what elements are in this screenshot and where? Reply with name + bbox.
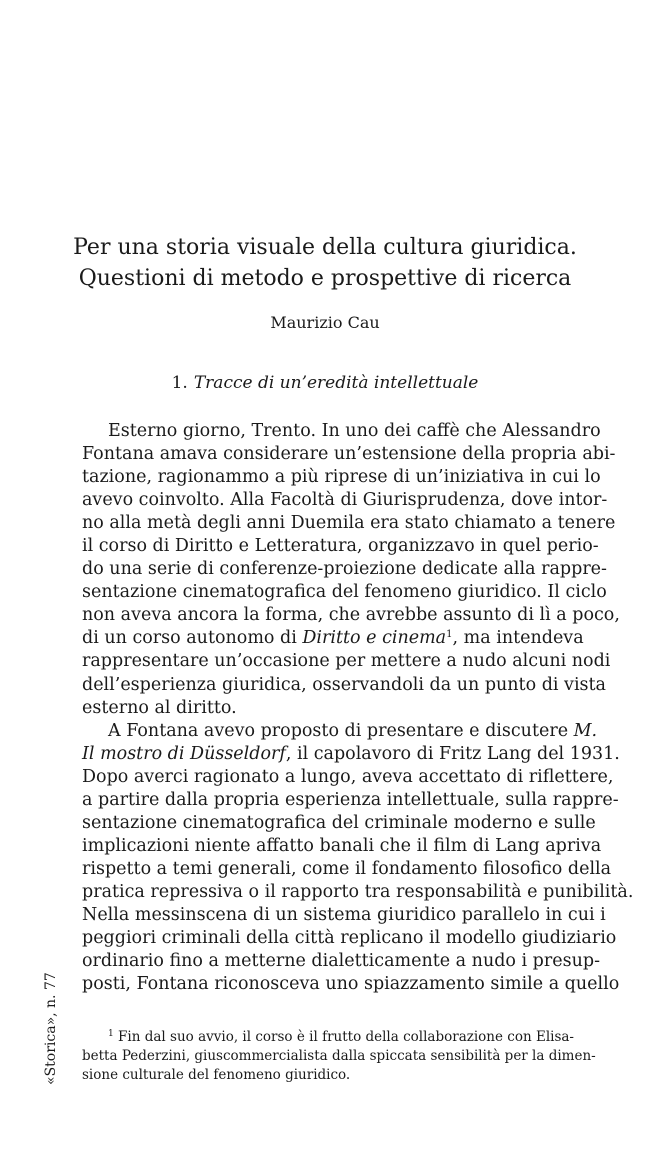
italic-title: M. [573,720,598,741]
text-line: Esterno giorno, Trento. In uno dei caffè che Alessandro [108,421,601,441]
section-number: 1. [171,373,188,393]
footnote-reference[interactable]: 1 [446,629,453,641]
text-line: Dopo averci ragionato a lungo, aveva accettato di riflettere, [82,766,614,787]
text-segment: A Fontana avevo proposto di presentare e discutere [108,720,574,741]
text-segment: di un corso autonomo di [82,628,303,649]
text-line: ordinario fino a metterne dialetticamente a nudo i presup- [82,951,600,972]
footnote-number: 1 [108,1029,114,1039]
text-line: Nella messinscena di un sistema giuridico parallelo in cui i [82,904,606,925]
italic-title: Il mostro di Düsseldorf [82,743,286,764]
text-line: do una serie di conferenze-proiezione dedicate alla rappre- [82,559,607,580]
text-line: implicazioni niente affatto banali che il film di Lang apriva [82,835,602,856]
footnote [82,1028,596,1085]
text-line: rispetto a temi generali, come il fondamento filosofico della [82,858,612,879]
text-line [82,743,620,766]
text-line: sentazione cinematografica del fenomeno giuridico. Il ciclo [82,582,607,603]
journal-margin-note: «Storica», n. 77 [43,972,59,1085]
text-line: esterno al diritto. [82,697,237,718]
text-line: tazione, ragionammo a più riprese di un’iniziativa in cui lo [82,467,601,488]
footnote-line: sione culturale del fenomeno giuridico. [82,1067,351,1083]
footnote-line: betta Pederzini, giuscommercialista dalla spiccata sensibilità per la dimen- [82,1048,596,1064]
title-line-1: Per una storia visuale della cultura giuridica. [73,235,577,260]
footnote-text: Fin dal suo avvio, il corso è il frutto della collaborazione con Elisa- [118,1029,574,1045]
text-line [82,720,598,743]
author-name: Maurizio Cau [270,313,380,332]
title-line-2: Questioni di metodo e prospettive di ricerca [78,266,572,291]
text-segment: , il capolavoro di Fritz Lang del 1931. [285,743,620,764]
text-line: non aveva ancora la forma, che avrebbe assunto di lì a poco, [82,605,620,626]
footnote-line [82,1028,574,1047]
text-line: Fontana amava considerare un’estensione della propria abi- [82,444,616,465]
italic-title: Diritto e cinema [302,628,447,649]
text-line: pratica repressiva o il rapporto tra responsabilità e punibilità. [82,881,634,902]
text-line: il corso di Diritto e Letteratura, organizzavo in quel perio- [82,536,599,557]
body-text [82,420,634,996]
text-line: rappresentare un’occasione per mettere a nudo alcuni nodi [82,651,611,672]
section-heading [0,372,650,394]
text-line [82,627,584,650]
text-line: posti, Fontana riconosceva uno spiazzamento simile a quello [82,974,620,995]
text-line: sentazione cinematografica del criminale moderno e sulle [82,812,596,833]
text-line: peggiori criminali della città replicano il modello giudiziario [82,928,617,949]
text-line: a partire dalla propria esperienza intellettuale, sulla rappre- [82,789,619,810]
text-segment: , ma intendeva [452,628,584,649]
article-title [0,232,650,294]
section-title: Tracce di un’eredità intellettuale [193,373,479,393]
text-line: dell’esperienza giuridica, osservandoli da un punto di vista [82,674,606,695]
text-line: no alla metà degli anni Duemila era stato chiamato a tenere [82,513,616,534]
text-line: avevo coinvolto. Alla Facoltà di Giurisprudenza, dove intor- [82,490,608,511]
